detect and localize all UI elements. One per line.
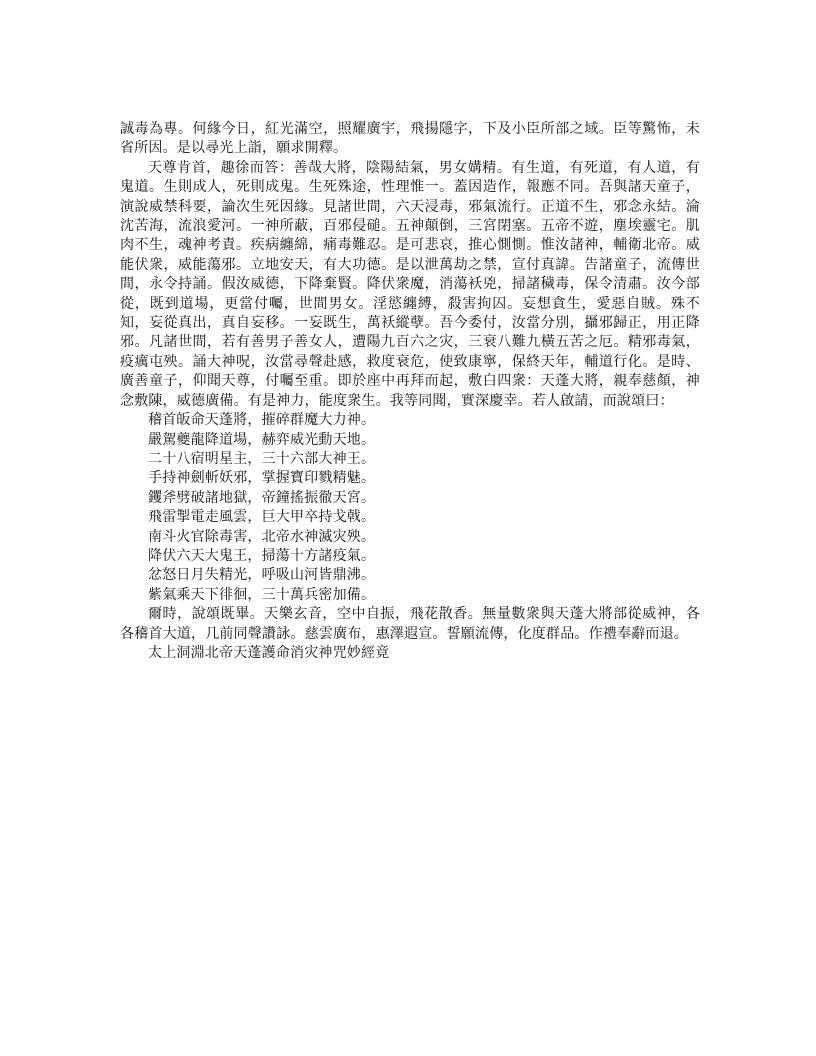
opening-paragraph: 誠毒為專。何緣今日，紅光滿空，照耀廣宇，飛揚隱字，下及小臣所部之域。臣等驚怖，未省所因。是以尋光上詣，願求開釋。	[120, 121, 700, 157]
verse-line-6: 飛雷掣電走風雲，巨大甲卒持戈戟。	[148, 509, 376, 526]
verse-list	[120, 411, 700, 605]
verse-line-3: 二十八宿明星主，三十六部大神王。	[148, 450, 376, 467]
verse-line-9: 忿怒日月失精光，呼吸山河皆鼎沸。	[148, 567, 376, 584]
verse-line-2: 嚴駕夔龍降道場，赫弈威光動天地。	[148, 431, 376, 448]
verse-line-10: 紫氣乘天下徘徊，三十萬兵密加備。	[148, 586, 376, 603]
closing-paragraph: 爾時，說頌既畢。天樂玄音，空中自振，飛花散香。無量數衆與天蓬大將部從威神，各各稽首大道，几前同聲讚詠。慈雲廣布，惠澤遐宣。誓願流傳，化度群品。作禮奉辭而退。	[120, 606, 700, 642]
verse-line-1: 稽首皈命天蓬將，摧碎群魔大力神。	[148, 412, 376, 429]
verse-line-4: 手持神劍斬妖邪，掌握寶印戮精魅。	[148, 470, 376, 487]
main-paragraph: 天尊肯首，趣徐而答：善哉大將，陰陽結氣，男女媾精。有生道，有死道，有人道，有鬼道。生則成人，死則成鬼。生死殊途，性理惟一。蓋因造作，報應不同。吾與諸天童子，演說威禁科要，論次生死因緣。見諸世間，六天浸毒，邪氣流行。正道不生，邪念永結。淪沈苦海，流浪愛河。一神所蔽，百邪侵磓。五神顛倒，三宮閉塞。五帝不遊，塵埃靈宅。肌肉不生，魂神考責。疾病纏綿，痛毒難忍。是可悲哀，推心惻惻。惟汝諸神，輔衛北帝。威能伏衆，威能蕩邪。立地安天，有大功德。是以泄萬劫之禁，宣付真諱。告諸童子，流傳世間，永令持誦。假汝威德，下降棄賢。降伏衆魔，消蕩袄兇，掃諸穢毒，保令清肅。汝今部從，既到道場，更當付囑，世間男女。淫慾纏縛，殺害拘囚。妄想貪生，愛惡自賊。殊不知，妄從真出，真自妄移。一妄既生，萬袄縱孽。吾今委付，汝當分別，攝邪歸正，用正降邪。凡諸世間，若有善男子善女人，遭陽九百六之灾，三衰八難九橫五苦之厄。精邪毒氣，疫癘屯殃。誦大神呪，汝當尋聲赴感，救度衰危，使致康寧，保終天年，輔道行化。是時、廣善童子，仰聞天尊，付囑至重。即於座中再拜而起，敷白四衆：天蓬大將，親奉慈顏，神念敷陳，威德廣備。有是神力，能度衆生。我等同聞，實深慶幸。若人啟請，而說頌曰：	[120, 159, 700, 409]
scripture-text	[120, 120, 700, 663]
end-title: 太上洞淵北帝天蓬護命消灾神咒妙經竟	[148, 644, 390, 661]
verse-line-7: 南斗火官除毒害，北帝水神滅灾殃。	[148, 528, 376, 545]
verse-line-5: 钁斧劈破諸地獄，帝鐘搖振徹天宮。	[148, 489, 376, 506]
verse-line-8: 降伏六天大鬼王，掃蕩十方諸疫氣。	[148, 547, 376, 564]
